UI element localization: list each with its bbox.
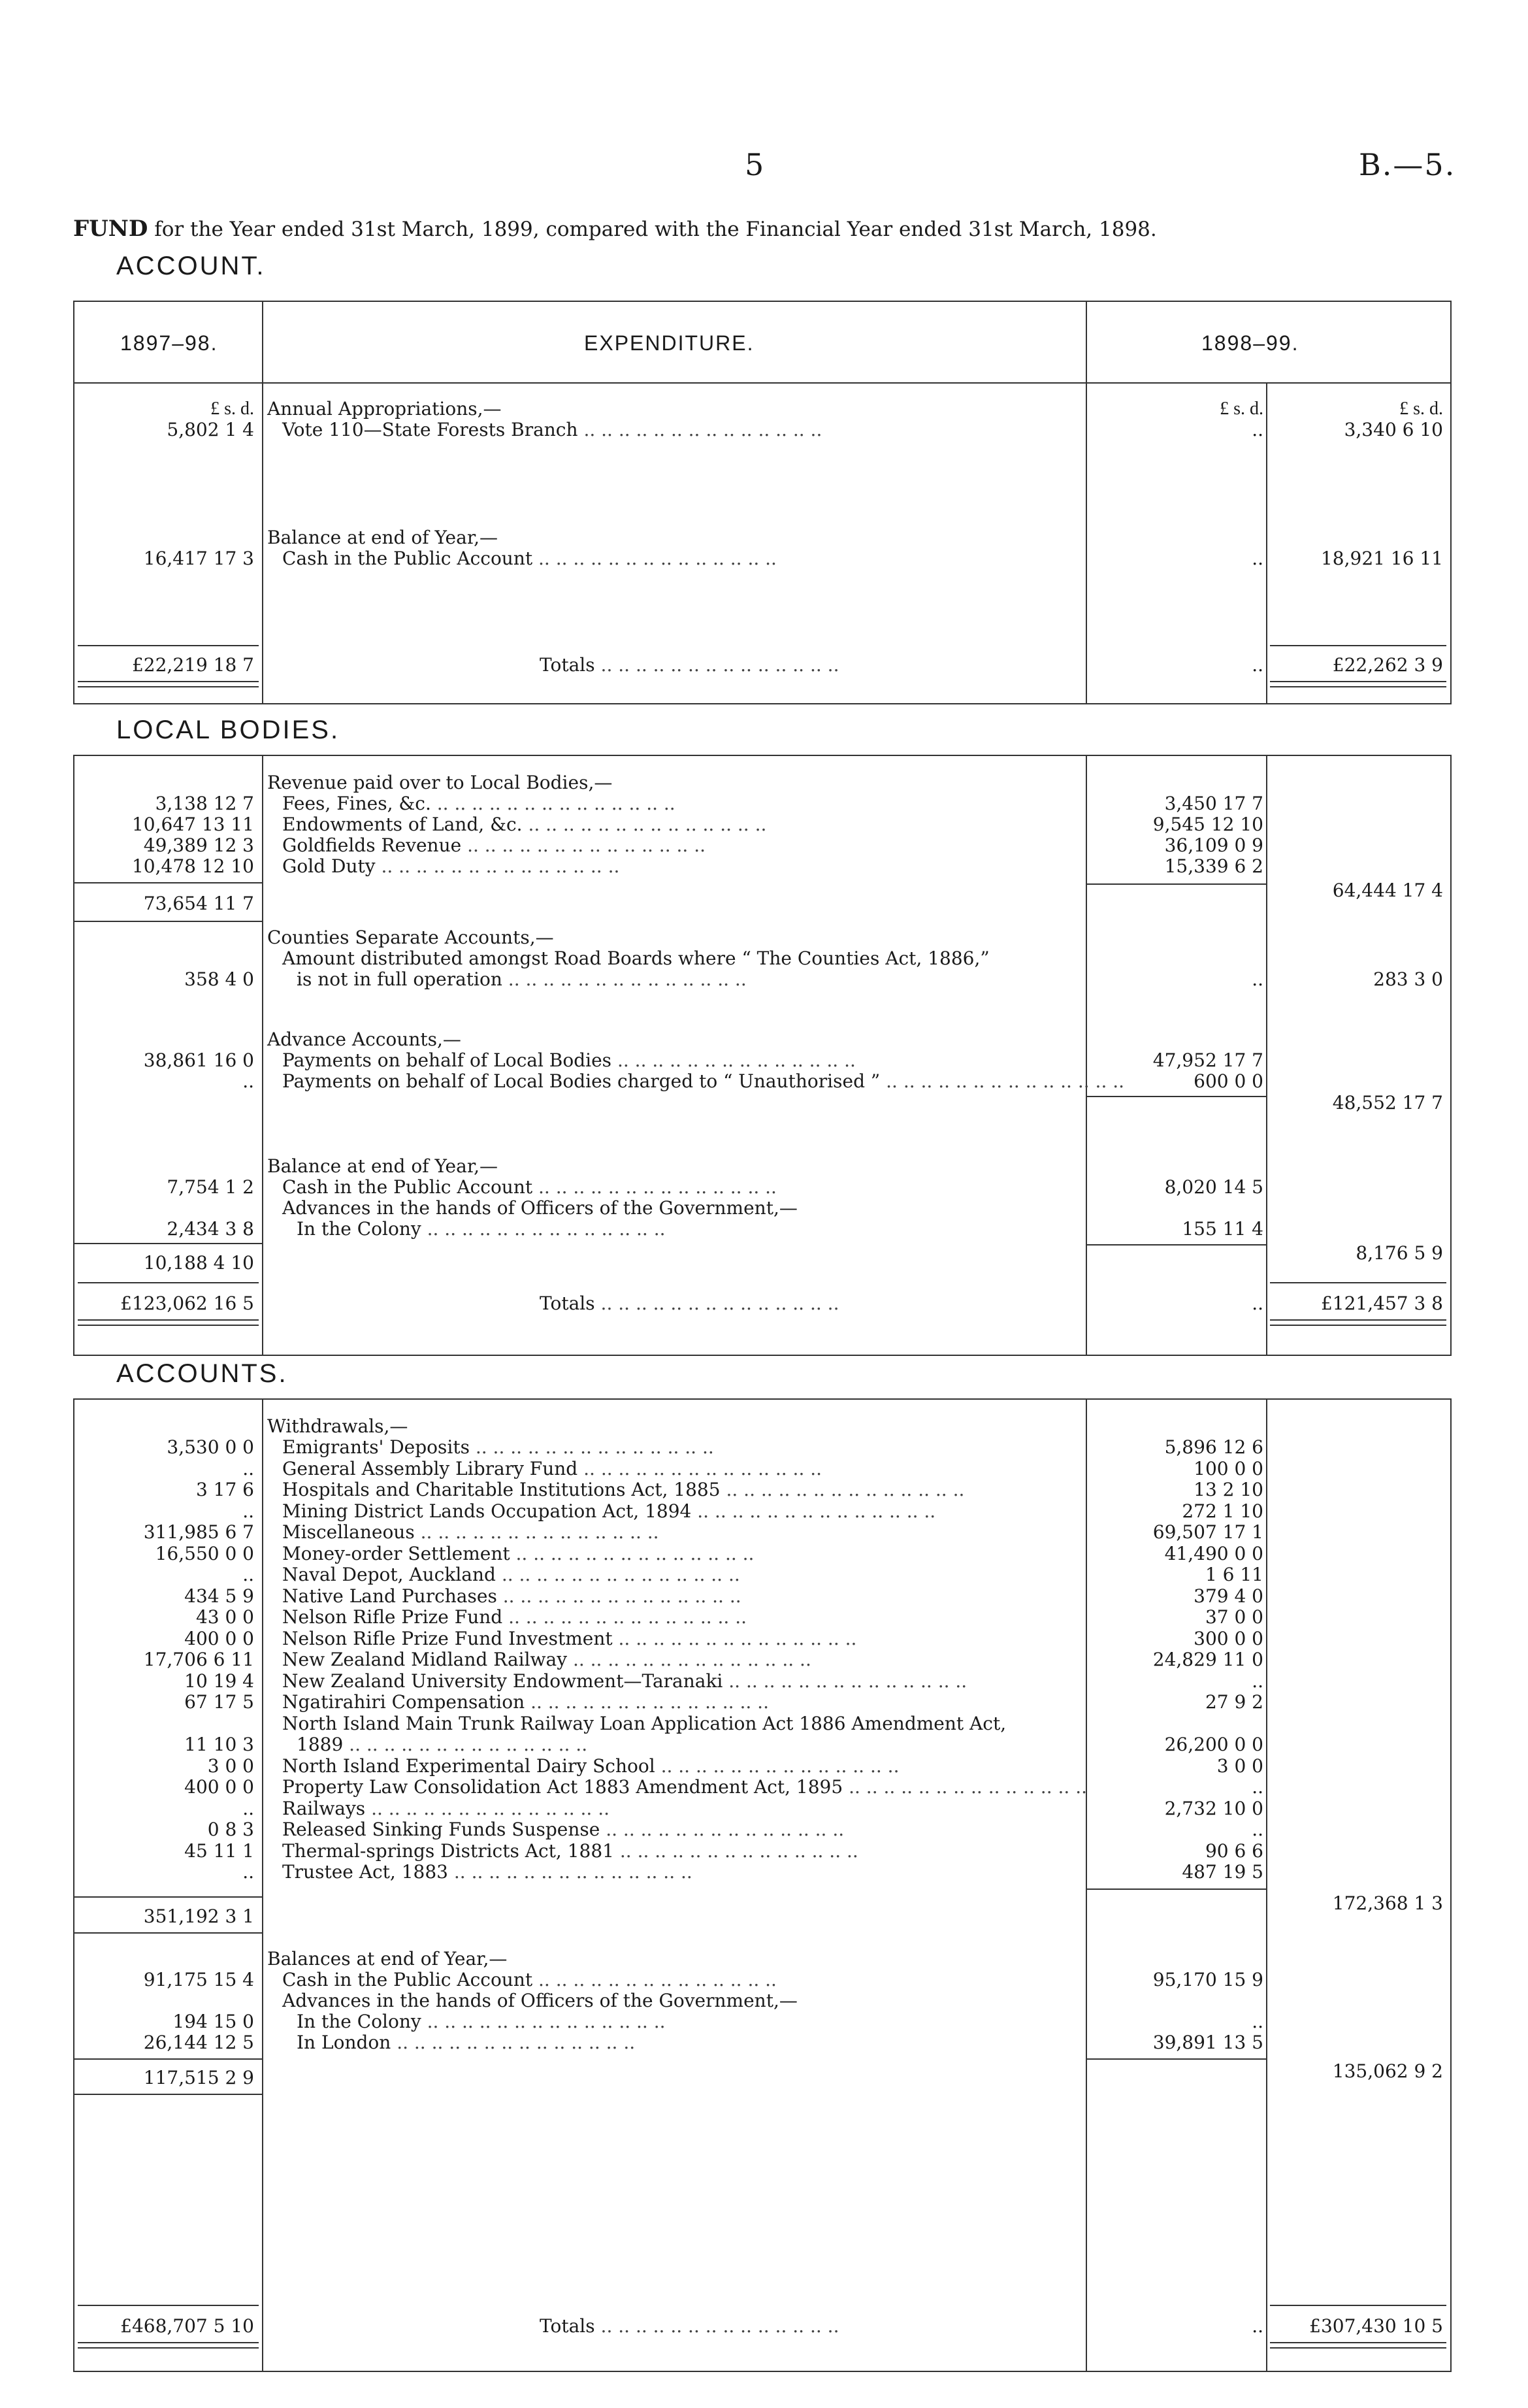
withdrawal-amount: 41,490 0 0 [1164, 1542, 1263, 1564]
section1-row1-prev: 5,802 1 4 [167, 419, 254, 440]
withdrawal-prev: 400 0 0 [184, 1776, 254, 1798]
balance-adv-heading: Advances in the hands of Officers of the Government,— [282, 1197, 798, 1219]
unit-prev: £ s. d. [210, 399, 254, 419]
s3-balance-london-a: 39,891 13 5 [1152, 2032, 1263, 2053]
withdrawal-row [74, 1586, 1450, 1607]
local-bodies-title: LOCAL BODIES. [116, 716, 340, 744]
withdrawal-desc: Money-order Settlement [282, 1542, 510, 1564]
withdrawals-total-b: 172,368 1 3 [1332, 1892, 1443, 1914]
withdrawal-amount: 90 6 6 [1205, 1839, 1263, 1862]
leader-dots: .. .. .. .. .. .. .. .. .. .. .. .. .. .. [538, 1969, 777, 1990]
withdrawal-desc: New Zealand University Endowment—Taranaki [282, 1670, 723, 1692]
section2-totals-a: .. [1252, 1293, 1263, 1314]
withdrawal-desc: North Island Experimental Dairy School [282, 1755, 655, 1777]
leader-dots: .. .. .. .. .. .. .. .. .. .. .. .. .. .. [538, 1176, 777, 1198]
withdrawal-amount: 1 6 11 [1205, 1564, 1263, 1585]
withdrawal-prev: 10 19 4 [184, 1670, 254, 1692]
withdrawal-desc: 1889 [297, 1734, 344, 1755]
balance-total-b: 8,176 5 9 [1356, 1242, 1443, 1264]
s3-balance-london-desc: In London [297, 2032, 391, 2053]
withdrawal-prev: .. [242, 1564, 254, 1585]
revenue-goldfields-prev: 49,389 12 3 [143, 834, 254, 856]
withdrawal-row [74, 1713, 1450, 1734]
balance-cash-a: 8,020 14 5 [1164, 1176, 1263, 1198]
balance-heading: Balance at end of Year,— [267, 1155, 498, 1177]
withdrawal-row [74, 1628, 1450, 1649]
withdrawal-row [74, 1543, 1450, 1564]
withdrawal-row [74, 1798, 1450, 1819]
s3-balance-adv-heading: Advances in the hands of Officers of the Government,— [282, 1990, 798, 2011]
leader-dots: .. .. .. .. .. .. .. .. .. .. .. .. .. .. [467, 834, 706, 856]
withdrawal-desc: Mining District Lands Occupation Act, 1894 [282, 1500, 692, 1522]
withdrawal-desc: Railways [282, 1797, 366, 1819]
withdrawal-row [74, 1777, 1450, 1798]
withdrawal-amount: .. [1252, 1776, 1263, 1798]
advance-row2-desc: Payments on behalf of Local Bodies charged to “ Unauthorised ” [282, 1070, 881, 1092]
section3-totals-a: .. [1252, 2315, 1263, 2337]
advance-row2-a: 600 0 0 [1194, 1070, 1263, 1092]
leader-dots: .. .. .. .. .. .. .. .. .. .. .. .. .. .. [508, 1606, 747, 1628]
withdrawal-prev: 43 0 0 [195, 1606, 254, 1628]
balance-colony-desc: In the Colony [297, 1218, 421, 1240]
withdrawal-desc: General Assembly Library Fund [282, 1457, 578, 1479]
header-year-prev: 1897–98. [120, 331, 218, 355]
withdrawal-prev: 3,530 0 0 [167, 1436, 254, 1458]
withdrawal-desc: Native Land Purchases [282, 1585, 497, 1607]
revenue-endowments-prev: 10,647 13 11 [131, 814, 254, 835]
page-number: 5 [745, 147, 764, 182]
section1-row1-b: 3,340 6 10 [1344, 419, 1443, 440]
withdrawal-row [74, 1819, 1450, 1840]
balance-colony-a: 155 11 4 [1182, 1218, 1263, 1240]
withdrawal-amount: 26,200 0 0 [1164, 1734, 1263, 1755]
advance-row1-desc: Payments on behalf of Local Bodies [282, 1049, 612, 1071]
withdrawal-prev: 0 8 3 [207, 1819, 254, 1840]
revenue-goldduty-desc: Gold Duty [282, 855, 376, 877]
advance-row1-prev: 38,861 16 0 [143, 1049, 254, 1071]
leader-dots: .. .. .. .. .. .. .. .. .. .. .. .. .. .. [381, 855, 620, 877]
advance-row1-a: 47,952 17 7 [1152, 1049, 1263, 1071]
withdrawal-desc: North Island Main Trunk Railway Loan Application Act 1886 Amendment Act, [282, 1712, 1007, 1734]
balances-heading: Balances at end of Year,— [267, 1948, 508, 1970]
withdrawal-prev: 434 5 9 [184, 1585, 254, 1607]
leader-dots: .. .. .. .. .. .. .. .. .. .. .. .. .. .. [583, 419, 822, 440]
withdrawal-prev: 400 0 0 [184, 1627, 254, 1649]
section3-totals-prev: £468,707 5 10 [120, 2315, 254, 2337]
account-title: ACCOUNT. [116, 252, 266, 280]
section3-totals-label: Totals [540, 2315, 595, 2337]
withdrawals-subtotal-prev: 351,192 3 1 [143, 1905, 254, 1927]
section1-row1-heading: Annual Appropriations,— [267, 398, 502, 420]
s3-balance-cash-a: 95,170 15 9 [1152, 1969, 1263, 1990]
withdrawal-row [74, 1437, 1450, 1458]
leader-dots: .. .. .. .. .. .. .. .. .. .. .. .. .. .. [528, 814, 767, 835]
withdrawal-prev: .. [242, 1457, 254, 1479]
revenue-fees-a: 3,450 17 7 [1164, 793, 1263, 814]
advance-row2-prev: .. [242, 1070, 254, 1092]
withdrawal-row [74, 1734, 1450, 1755]
revenue-fees-desc: Fees, Fines, &c. [282, 793, 431, 814]
leader-dots: .. .. .. .. .. .. .. .. .. .. .. .. .. .. [600, 1293, 839, 1314]
withdrawal-amount: 5,896 12 6 [1164, 1436, 1263, 1458]
withdrawal-desc: Nelson Rifle Prize Fund Investment [282, 1627, 613, 1649]
advance-total-b: 48,552 17 7 [1332, 1092, 1443, 1113]
withdrawal-amount: 37 0 0 [1205, 1606, 1263, 1628]
fund-caption [73, 216, 1157, 242]
s3-balance-london-prev: 26,144 12 5 [143, 2032, 254, 2053]
leader-dots: .. .. .. .. .. .. .. .. .. .. .. .. .. .. [453, 1861, 692, 1883]
withdrawals-heading: Withdrawals,— [267, 1415, 408, 1437]
withdrawal-desc: Emigrants' Deposits [282, 1436, 470, 1458]
withdrawal-desc: New Zealand Midland Railway [282, 1649, 568, 1670]
revenue-goldduty-prev: 10,478 12 10 [131, 855, 254, 877]
section1-row2-prev: 16,417 17 3 [143, 548, 254, 569]
leader-dots: .. .. .. .. .. .. .. .. .. .. .. .. .. .. [420, 1521, 659, 1543]
revenue-total-b: 64,444 17 4 [1332, 880, 1443, 901]
revenue-heading: Revenue paid over to Local Bodies,— [267, 772, 613, 793]
leader-dots: .. .. .. .. .. .. .. .. .. .. .. .. .. .. [436, 793, 675, 814]
leader-dots: .. .. .. .. .. .. .. .. .. .. .. .. .. .. [475, 1436, 714, 1458]
withdrawal-amount: 300 0 0 [1194, 1627, 1263, 1649]
withdrawal-desc: Naval Depot, Auckland [282, 1564, 496, 1585]
withdrawal-prev: 3 0 0 [207, 1755, 254, 1777]
s3-balance-cash-prev: 91,175 15 4 [143, 1969, 254, 1990]
section3-totals-b: £307,430 10 5 [1309, 2315, 1443, 2337]
withdrawal-prev: .. [242, 1861, 254, 1883]
withdrawal-prev: 16,550 0 0 [155, 1542, 254, 1564]
unit-a: £ s. d. [1220, 399, 1263, 419]
withdrawal-prev: 45 11 1 [184, 1839, 254, 1862]
accounts-title: ACCOUNTS. [116, 1359, 288, 1388]
withdrawal-desc: Property Law Consolidation Act 1883 Amendment Act, 1895 [282, 1776, 843, 1798]
s3-balance-cash-desc: Cash in the Public Account [282, 1969, 533, 1990]
leader-dots: .. .. .. .. .. .. .. .. .. .. .. .. .. .. [530, 1691, 769, 1713]
withdrawal-desc: Released Sinking Funds Suspense [282, 1819, 600, 1840]
leader-dots: .. .. .. .. .. .. .. .. .. .. .. .. .. .. [501, 1564, 740, 1585]
counties-line2: is not in full operation [297, 968, 502, 990]
withdrawal-prev: .. [242, 1797, 254, 1819]
section2-totals-prev: £123,062 16 5 [120, 1293, 254, 1314]
revenue-goldfields-desc: Goldfields Revenue [282, 834, 462, 856]
withdrawal-amount: 69,507 17 1 [1152, 1521, 1263, 1543]
counties-prev: 358 4 0 [184, 968, 254, 990]
withdrawal-amount: .. [1252, 1670, 1263, 1692]
section1-row2-b: 18,921 16 11 [1320, 548, 1443, 569]
withdrawal-desc: Nelson Rifle Prize Fund [282, 1606, 503, 1628]
section1-row2-desc: Cash in the Public Account [282, 548, 533, 569]
leader-dots: .. .. .. .. .. .. .. .. .. .. .. .. .. .. [427, 1218, 666, 1240]
section1-row1-desc: Vote 110—State Forests Branch [282, 419, 578, 440]
balance-subtotal-prev: 10,188 4 10 [143, 1252, 254, 1274]
s3-balance-colony-prev: 194 15 0 [172, 2011, 254, 2032]
counties-a: .. [1252, 968, 1263, 990]
s3-balance-colony-desc: In the Colony [297, 2011, 421, 2032]
balances-subtotal-prev: 117,515 2 9 [143, 2067, 254, 2088]
balance-cash-prev: 7,754 1 2 [167, 1176, 254, 1198]
leader-dots: .. .. .. .. .. .. .. .. .. .. .. .. .. .. [619, 1839, 858, 1862]
withdrawal-desc: Hospitals and Charitable Institutions Act, 1885 [282, 1479, 721, 1500]
withdrawal-amount: 487 19 5 [1182, 1861, 1263, 1883]
leader-dots: .. .. .. .. .. .. .. .. .. .. .. .. .. .. [515, 1542, 755, 1564]
leader-dots: .. .. .. .. .. .. .. .. .. .. .. .. .. .. [349, 1734, 588, 1755]
leader-dots: .. .. .. .. .. .. .. .. .. .. .. .. .. .. [600, 654, 839, 676]
leader-dots: .. .. .. .. .. .. .. .. .. .. .. .. .. .. [583, 1457, 822, 1479]
withdrawal-desc: Miscellaneous [282, 1521, 415, 1543]
unit-b: £ s. d. [1399, 399, 1443, 419]
withdrawal-row [74, 1756, 1450, 1777]
withdrawal-row [74, 1607, 1450, 1628]
s3-balance-colony-a: .. [1252, 2011, 1263, 2032]
leader-dots: .. .. .. .. .. .. .. .. .. .. .. .. .. .. [726, 1479, 965, 1500]
balance-cash-desc: Cash in the Public Account [282, 1176, 533, 1198]
withdrawal-amount: 100 0 0 [1194, 1457, 1263, 1479]
local-bodies-table [73, 755, 1452, 1356]
leader-dots: .. .. .. .. .. .. .. .. .. .. .. .. .. .. [849, 1776, 1088, 1798]
leader-dots: .. .. .. .. .. .. .. .. .. .. .. .. .. .. [618, 1627, 857, 1649]
withdrawal-amount: 3 0 0 [1216, 1755, 1263, 1777]
leader-dots: .. .. .. .. .. .. .. .. .. .. .. .. .. .. [572, 1649, 811, 1670]
withdrawal-row [74, 1692, 1450, 1713]
withdrawal-row [74, 1671, 1450, 1692]
withdrawal-amount: 24,829 11 0 [1152, 1649, 1263, 1670]
leader-dots: .. .. .. .. .. .. .. .. .. .. .. .. .. .. [371, 1797, 610, 1819]
withdrawal-row [74, 1841, 1450, 1862]
revenue-fees-prev: 3,138 12 7 [155, 793, 254, 814]
leader-dots: .. .. .. .. .. .. .. .. .. .. .. .. .. .. [728, 1670, 967, 1692]
revenue-subtotal-prev: 73,654 11 7 [143, 893, 254, 914]
fund-caption-lead: FUND [73, 216, 148, 242]
withdrawal-row [74, 1479, 1450, 1500]
withdrawal-row [74, 1501, 1450, 1522]
withdrawal-row [74, 1862, 1450, 1883]
withdrawal-amount: 2,732 10 0 [1164, 1797, 1263, 1819]
withdrawal-row [74, 1522, 1450, 1543]
withdrawal-amount: .. [1252, 1819, 1263, 1840]
section1-totals-a: .. [1252, 654, 1263, 676]
leader-dots: .. .. .. .. .. .. .. .. .. .. .. .. .. .. [502, 1585, 741, 1607]
header-expenditure: EXPENDITURE. [584, 331, 755, 355]
withdrawal-prev: 67 17 5 [184, 1691, 254, 1713]
section1-totals-prev: £22,219 18 7 [131, 654, 254, 676]
fund-caption-text: for the Year ended 31st March, 1899, compared with the Financial Year ended 31st March, 1898. [154, 218, 1157, 241]
leader-dots: .. .. .. .. .. .. .. .. .. .. .. .. .. .. [508, 968, 747, 990]
withdrawal-amount: 379 4 0 [1194, 1585, 1263, 1607]
section2-totals-label: Totals [540, 1293, 595, 1314]
section2-totals-b: £121,457 3 8 [1320, 1293, 1443, 1314]
account-table [73, 301, 1452, 704]
advance-heading: Advance Accounts,— [267, 1029, 461, 1050]
withdrawal-row [74, 1564, 1450, 1585]
withdrawal-desc: Thermal-springs Districts Act, 1881 [282, 1839, 614, 1862]
withdrawal-prev: 3 17 6 [195, 1479, 254, 1500]
withdrawal-row [74, 1649, 1450, 1670]
counties-heading: Counties Separate Accounts,— [267, 927, 554, 948]
leader-dots: .. .. .. .. .. .. .. .. .. .. .. .. .. .. [697, 1500, 936, 1522]
withdrawal-amount: 27 9 2 [1205, 1691, 1263, 1713]
leader-dots: .. .. .. .. .. .. .. .. .. .. .. .. .. .. [617, 1049, 856, 1071]
withdrawal-prev: 11 10 3 [184, 1734, 254, 1755]
revenue-endowments-a: 9,545 12 10 [1152, 814, 1263, 835]
withdrawal-prev: 17,706 6 11 [143, 1649, 254, 1670]
withdrawal-prev: .. [242, 1500, 254, 1522]
section1-totals-b: £22,262 3 9 [1332, 654, 1443, 676]
balance-colony-prev: 2,434 3 8 [167, 1218, 254, 1240]
section1-row1-a: .. [1252, 419, 1263, 440]
header-year-cur: 1898–99. [1201, 331, 1299, 355]
withdrawal-desc: Ngatirahiri Compensation [282, 1691, 525, 1713]
leader-dots: .. .. .. .. .. .. .. .. .. .. .. .. .. .. [606, 1819, 845, 1840]
withdrawal-desc: Trustee Act, 1883 [282, 1861, 448, 1883]
leader-dots: .. .. .. .. .. .. .. .. .. .. .. .. .. .. [538, 548, 777, 569]
section1-row2-a: .. [1252, 548, 1263, 569]
counties-line1: Amount distributed amongst Road Boards where “ The Counties Act, 1886,” [282, 948, 990, 969]
leader-dots: .. .. .. .. .. .. .. .. .. .. .. .. .. .. [397, 2032, 636, 2053]
balances-total-b: 135,062 9 2 [1332, 2060, 1443, 2082]
withdrawal-prev: 311,985 6 7 [143, 1521, 254, 1543]
leader-dots: .. .. .. .. .. .. .. .. .. .. .. .. .. .. [600, 2315, 839, 2337]
leader-dots: .. .. .. .. .. .. .. .. .. .. .. .. .. .. [660, 1755, 900, 1777]
leader-dots: .. .. .. .. .. .. .. .. .. .. .. .. .. .. [427, 2011, 666, 2032]
withdrawal-row [74, 1459, 1450, 1479]
document-reference: B.—5. [1359, 147, 1456, 182]
leader-dots: .. .. .. .. .. .. .. .. .. .. .. .. .. .. [886, 1070, 1125, 1092]
revenue-endowments-desc: Endowments of Land, &c. [282, 814, 523, 835]
counties-b: 283 3 0 [1373, 968, 1443, 990]
revenue-goldduty-a: 15,339 6 2 [1164, 855, 1263, 877]
withdrawal-amount: 272 1 10 [1182, 1500, 1263, 1522]
accounts-table [73, 1398, 1452, 2372]
revenue-goldfields-a: 36,109 0 9 [1164, 834, 1263, 856]
withdrawal-amount: 13 2 10 [1194, 1479, 1263, 1500]
section1-totals-label: Totals [540, 654, 595, 676]
section1-row2-heading: Balance at end of Year,— [267, 527, 498, 548]
